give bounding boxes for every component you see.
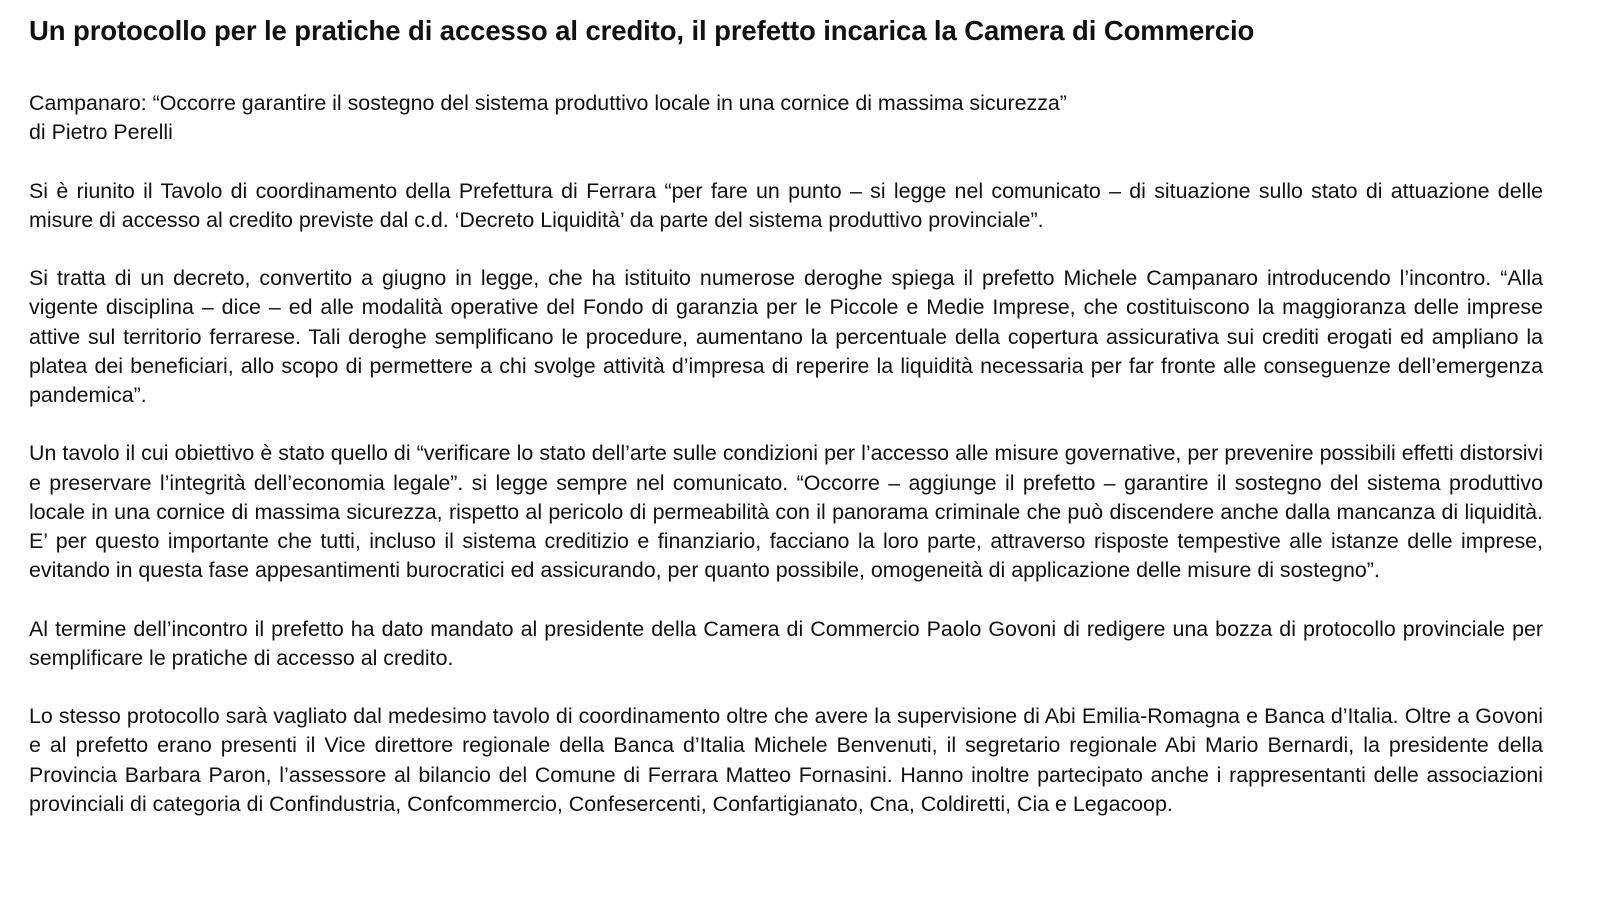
article-byline: di Pietro Perelli xyxy=(29,120,173,145)
article-paragraph-3: Un tavolo il cui obiettivo è stato quello di “verificare lo stato dell’arte sulle condizioni per l’accesso alle misure governative, per prevenire possibili effetti distorsivi e preservare l’integrità dell’economia legale”. si legge sempre nel comunicato. “Occorre – aggiunge il prefetto – garantire il sostegno del sistema produttivo locale in una cornice di massima sicurezza, rispetto al pericolo di permeabilità con il panorama criminale che può discendere anche dalla mancanza di liquidità. E’ per questo importante che tutti, incluso il sistema creditizio e finanziario, facciano la loro parte, attraverso risposte tempestive alle istanze delle imprese, evitando in questa fase appesantimenti burocratici ed assicurando, per quanto possibile, omogeneità di applicazione delle misure di sostegno”. xyxy=(29,441,1543,583)
article-paragraph-4: Al termine dell’incontro il prefetto ha dato mandato al presidente della Camera di Commercio Paolo Govoni di redigere una bozza di protocollo provinciale per semplificare le pratiche di accesso al credito. xyxy=(29,616,1543,670)
article-paragraph-2: Si tratta di un decreto, convertito a giugno in legge, che ha istituito numerose deroghe spiega il prefetto Michele Campanaro introducendo l’incontro. “Alla vigente disciplina – dice – ed alle modalità operative del Fondo di garanzia per le Piccole e Medie Imprese, che costituiscono la maggioranza delle imprese attive sul territorio ferrarese. Tali deroghe semplificano le procedure, aumentano la percentuale della copertura assicurativa sui crediti erogati ed ampliano la platea dei beneficiari, allo scopo di permettere a chi svolge attività d’impresa di reperire la liquidità necessaria per far fronte alle conseguenze dell’emergenza pandemica”. xyxy=(29,266,1543,407)
article xyxy=(29,0,1543,819)
article-title: Un protocollo per le pratiche di accesso al credito, il prefetto incarica la Camera di Commercio xyxy=(29,15,1255,46)
article-header-block xyxy=(29,89,1543,147)
article-paragraph-5: Lo stesso protocollo sarà vagliato dal medesimo tavolo di coordinamento oltre che avere la supervisione di Abi Emilia-Romagna e Banca d’Italia. Oltre a Govoni e al prefetto erano presenti il Vice direttore regionale della Banca d’Italia Michele Benvenuti, il segretario regionale Abi Mario Bernardi, la presidente della Provincia Barbara Paron, l’assessore al bilancio del Comune di Ferrara Matteo Fornasini. Hanno inoltre partecipato anche i rappresentanti delle associazioni provinciali di categoria di Confindustria, Confcommercio, Confesercenti, Confartigianato, Cna, Coldiretti, Cia e Legacoop. xyxy=(29,704,1543,816)
article-subtitle: Campanaro: “Occorre garantire il sostegno del sistema produttivo locale in una cornice di massima sicurezza” xyxy=(29,91,1067,115)
article-paragraph-1: Si è riunito il Tavolo di coordinamento della Prefettura di Ferrara “per fare un punto – si legge nel comunicato – di situazione sullo stato di attuazione delle misure di accesso al credito previste dal c.d. ‘Decreto Liquidità’ da parte del sistema produttivo provinciale”. xyxy=(29,178,1543,232)
